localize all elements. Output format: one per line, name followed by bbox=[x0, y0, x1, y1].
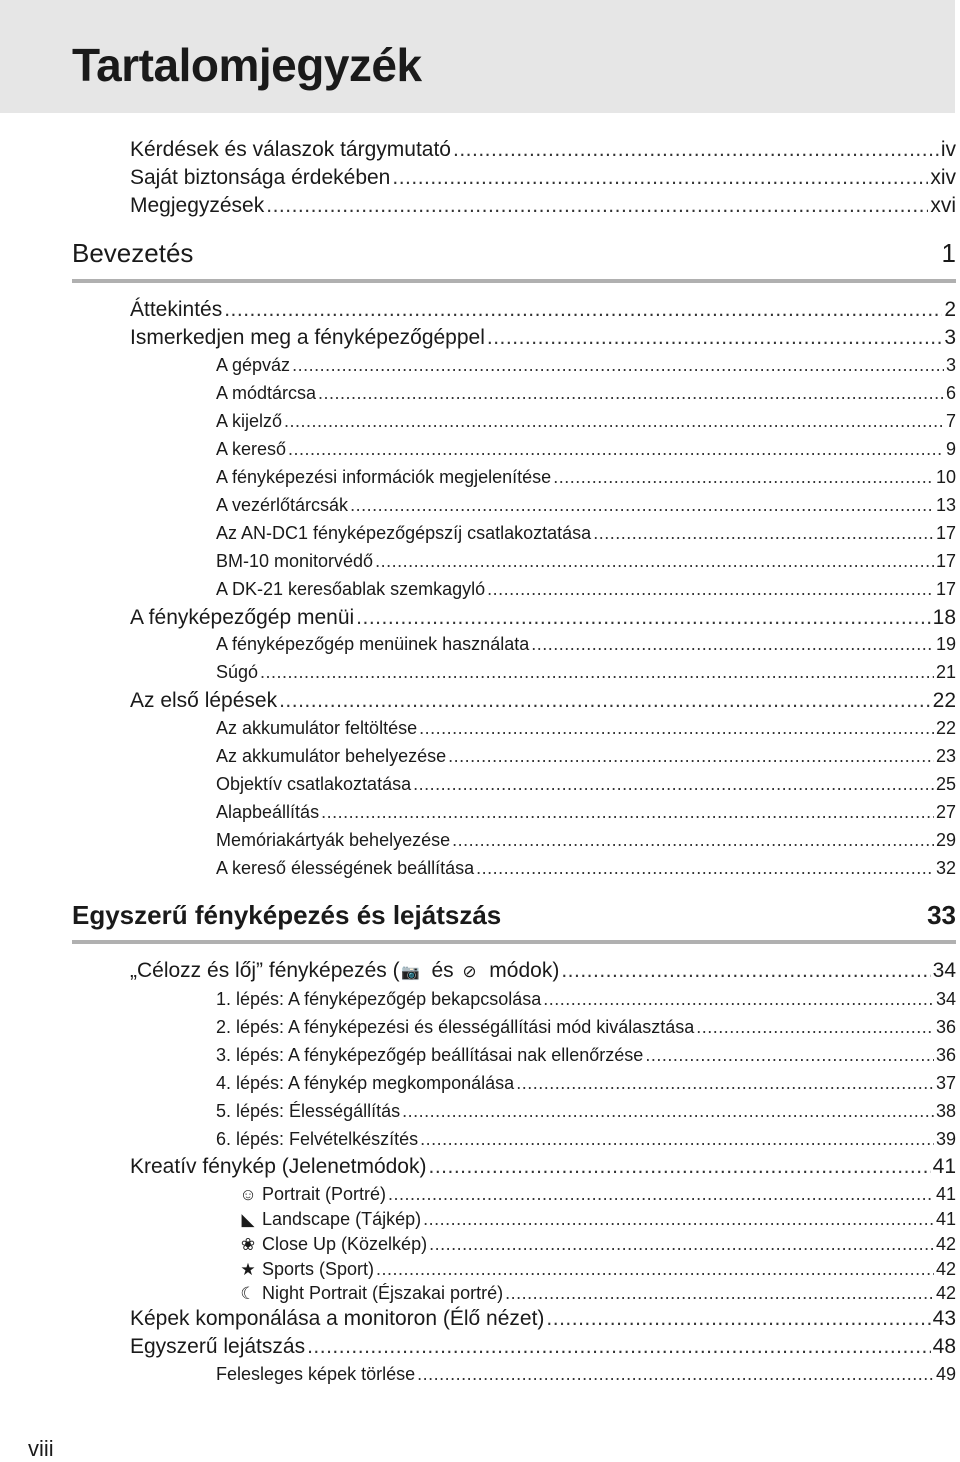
toc-entry-label: A módtárcsa bbox=[216, 383, 317, 403]
toc-entry-label-part: és bbox=[425, 959, 460, 982]
toc-subentry[interactable] bbox=[216, 1364, 956, 1385]
toc-entry-label: Kreatív fénykép (Jelenetmódok) bbox=[130, 1155, 427, 1178]
toc-entry-page: xvi bbox=[930, 194, 956, 217]
toc-entry-page: 49 bbox=[935, 1364, 956, 1384]
flash-off-icon: ⊘ bbox=[462, 962, 477, 981]
toc-entry-page: 29 bbox=[935, 830, 956, 850]
toc-subentry[interactable] bbox=[216, 746, 956, 767]
toc-entry-label: A fényképezőgép menüi bbox=[130, 606, 355, 629]
leader-dots bbox=[375, 551, 934, 572]
toc-entry-page: 3 bbox=[945, 355, 956, 375]
leader-dots bbox=[448, 746, 934, 767]
toc-entry[interactable] bbox=[130, 166, 956, 190]
toc-entry[interactable] bbox=[130, 326, 956, 350]
toc-entry[interactable] bbox=[130, 194, 956, 218]
landscape-icon: ◣ bbox=[241, 1210, 255, 1229]
leader-dots bbox=[307, 1335, 931, 1359]
toc-subentry[interactable] bbox=[238, 1209, 956, 1230]
toc-entry-page: 17 bbox=[935, 523, 956, 543]
leader-dots bbox=[429, 1234, 934, 1255]
toc-entry-label: A kereső élességének beállítása bbox=[216, 858, 475, 878]
toc-entry-label-part: módok) bbox=[483, 959, 560, 982]
leader-dots bbox=[288, 439, 944, 460]
toc-entry[interactable] bbox=[130, 138, 956, 162]
toc-entry-label: Sports (Sport) bbox=[262, 1259, 375, 1279]
toc-subentry[interactable] bbox=[216, 579, 956, 600]
toc-subentry[interactable] bbox=[216, 802, 956, 823]
toc-subentry[interactable] bbox=[238, 1184, 956, 1205]
section-divider bbox=[72, 279, 956, 283]
toc-entry-page: 32 bbox=[935, 858, 956, 878]
toc-entry-label: Az akkumulátor behelyezése bbox=[216, 746, 447, 766]
toc-entry-page: 17 bbox=[935, 579, 956, 599]
toc-entry-page: 34 bbox=[935, 989, 956, 1009]
toc-entry-label: A kereső bbox=[216, 439, 287, 459]
toc-entry-label: Portrait (Portré) bbox=[262, 1184, 387, 1204]
toc-entry-page: 36 bbox=[935, 1017, 956, 1037]
leader-dots bbox=[531, 634, 934, 655]
night-portrait-icon: ☾ bbox=[240, 1284, 256, 1303]
toc-entry-page: 6 bbox=[945, 383, 956, 403]
toc-subentry[interactable] bbox=[216, 383, 956, 404]
toc-entry-label: A gépváz bbox=[216, 355, 291, 375]
toc-entry-label: A DK-21 keresőablak szemkagyló bbox=[216, 579, 486, 599]
leader-dots bbox=[428, 1155, 930, 1179]
leader-dots bbox=[453, 138, 939, 162]
leader-dots bbox=[413, 774, 934, 795]
toc-entry-page: 10 bbox=[935, 467, 956, 487]
toc-entry-page: 37 bbox=[935, 1073, 956, 1093]
toc-entry-label: 6. lépés: Felvételkészítés bbox=[216, 1129, 419, 1149]
leader-dots bbox=[516, 1073, 934, 1094]
toc-subentry[interactable] bbox=[216, 1073, 956, 1094]
toc-entry-page: 22 bbox=[935, 718, 956, 738]
leader-dots bbox=[318, 383, 944, 404]
toc-entry-page: 41 bbox=[935, 1184, 956, 1204]
toc-entry-page: 2 bbox=[944, 298, 956, 321]
toc-entry-page: 42 bbox=[935, 1259, 956, 1279]
toc-entry-page: 25 bbox=[935, 774, 956, 794]
toc-entry-label: Az AN-DC1 fényképezőgépszíj csatlakoztatása bbox=[216, 523, 592, 543]
leader-dots bbox=[423, 1209, 934, 1230]
toc-entry-label bbox=[130, 959, 559, 983]
section-page: 1 bbox=[941, 238, 956, 268]
section-title: Bevezetés bbox=[72, 238, 194, 268]
toc-subentry[interactable] bbox=[238, 1259, 956, 1280]
toc-subentry[interactable] bbox=[238, 1283, 956, 1304]
toc-entry-label: Night Portrait (Éjszakai portré) bbox=[262, 1283, 504, 1303]
leader-dots bbox=[419, 718, 934, 739]
toc-subentry[interactable] bbox=[216, 355, 956, 376]
toc-entry-page: 38 bbox=[935, 1101, 956, 1121]
sports-icon: ★ bbox=[240, 1260, 256, 1279]
toc-entry[interactable] bbox=[130, 689, 956, 713]
toc-entry-page: 42 bbox=[935, 1234, 956, 1254]
toc-entry-page: 27 bbox=[935, 802, 956, 822]
toc-entry-label: Súgó bbox=[216, 662, 259, 682]
toc-entry-page: 39 bbox=[935, 1129, 956, 1149]
toc-entry-page: 18 bbox=[932, 606, 956, 629]
toc-subentry[interactable] bbox=[216, 1129, 956, 1150]
toc-entry-page: 3 bbox=[944, 326, 956, 349]
toc-entry-page: 41 bbox=[932, 1155, 956, 1178]
leader-dots bbox=[279, 689, 931, 713]
toc-subentry[interactable] bbox=[216, 523, 956, 544]
leader-dots bbox=[388, 1184, 934, 1205]
toc-entry-label: Ismerkedjen meg a fényképezőgéppel bbox=[130, 326, 485, 349]
toc-entry-label: Close Up (Közelkép) bbox=[262, 1234, 428, 1254]
toc-entry-label: 3. lépés: A fényképezőgép beállításai nak ellenőrzése bbox=[216, 1045, 644, 1065]
toc-entry[interactable] bbox=[130, 606, 956, 630]
leader-dots bbox=[376, 1259, 934, 1280]
toc-subentry[interactable] bbox=[216, 774, 956, 795]
toc-entry[interactable] bbox=[130, 1307, 956, 1331]
toc-subentry[interactable] bbox=[216, 1045, 956, 1066]
toc-subentry[interactable] bbox=[216, 858, 956, 879]
toc-entry[interactable] bbox=[130, 298, 956, 322]
leader-dots bbox=[417, 1364, 934, 1385]
toc-entry-page: 42 bbox=[935, 1283, 956, 1303]
leader-dots bbox=[392, 166, 928, 190]
section-title: Egyszerű fényképezés és lejátszás bbox=[72, 900, 502, 930]
toc-entry-label: Saját biztonsága érdekében bbox=[130, 166, 391, 189]
toc-entry-page: 43 bbox=[932, 1307, 956, 1330]
leader-dots bbox=[696, 1017, 934, 1038]
auto-mode-icon: 📷 bbox=[401, 964, 420, 981]
page-number: viii bbox=[28, 1436, 54, 1461]
toc-subentry[interactable] bbox=[216, 495, 956, 516]
toc-subentry[interactable] bbox=[216, 1017, 956, 1038]
leader-dots bbox=[561, 959, 930, 983]
toc-entry-label: Az akkumulátor feltöltése bbox=[216, 718, 418, 738]
leader-dots bbox=[543, 989, 934, 1010]
leader-dots bbox=[402, 1101, 934, 1122]
toc-entry-page: 34 bbox=[932, 959, 956, 982]
toc-entry-page: 17 bbox=[935, 551, 956, 571]
toc-entry-label: Képek komponálása a monitoron (Élő nézet) bbox=[130, 1307, 545, 1330]
toc-subentry[interactable] bbox=[216, 718, 956, 739]
toc-subentry[interactable] bbox=[216, 1101, 956, 1122]
section-divider bbox=[72, 940, 956, 944]
leader-dots bbox=[284, 411, 944, 432]
toc-entry-label: Objektív csatlakoztatása bbox=[216, 774, 412, 794]
toc-entry-page: 22 bbox=[932, 689, 956, 712]
leader-dots bbox=[487, 326, 942, 350]
toc-entry[interactable] bbox=[130, 1155, 956, 1179]
toc-entry-page: xiv bbox=[930, 166, 956, 189]
leader-dots bbox=[420, 1129, 934, 1150]
toc-entry-label: Felesleges képek törlése bbox=[216, 1364, 416, 1384]
toc-entry-label: 5. lépés: Élességállítás bbox=[216, 1101, 401, 1121]
toc-subentry[interactable] bbox=[216, 411, 956, 432]
leader-dots bbox=[505, 1283, 934, 1304]
toc-entry-label: BM-10 monitorvédő bbox=[216, 551, 374, 571]
leader-dots bbox=[476, 858, 934, 879]
toc-entry[interactable] bbox=[130, 1335, 956, 1359]
toc-entry-page: 13 bbox=[935, 495, 956, 515]
toc-entry-page: 48 bbox=[932, 1335, 956, 1358]
toc-entry-page: iv bbox=[940, 138, 956, 161]
toc-subentry[interactable] bbox=[216, 662, 956, 683]
toc-entry-label: 4. lépés: A fénykép megkomponálása bbox=[216, 1073, 515, 1093]
toc-entry-label: 2. lépés: A fényképezési és élességállítási mód kiválasztása bbox=[216, 1017, 695, 1037]
toc-entry-label: A fényképezőgép menüinek használata bbox=[216, 634, 530, 654]
toc-subentry[interactable] bbox=[216, 551, 956, 572]
close-up-icon: ❀ bbox=[240, 1235, 256, 1254]
toc-entry-page: 36 bbox=[935, 1045, 956, 1065]
toc-entry-label: A vezérlőtárcsák bbox=[216, 495, 349, 515]
toc-entry[interactable] bbox=[130, 959, 956, 983]
page-title: Tartalomjegyzék bbox=[72, 39, 422, 91]
toc-entry-label: Egyszerű lejátszás bbox=[130, 1335, 306, 1358]
leader-dots bbox=[356, 606, 930, 630]
leader-dots bbox=[260, 662, 934, 683]
toc-entry-label: Alapbeállítás bbox=[216, 802, 320, 822]
toc-entry-page: 41 bbox=[935, 1209, 956, 1229]
toc-subentry[interactable] bbox=[238, 1234, 956, 1255]
toc-subentry[interactable] bbox=[216, 989, 956, 1010]
toc-subentry[interactable] bbox=[216, 830, 956, 851]
leader-dots bbox=[593, 523, 934, 544]
toc-entry-page: 23 bbox=[935, 746, 956, 766]
toc-entry-label: Memóriakártyák behelyezése bbox=[216, 830, 451, 850]
section-heading[interactable] bbox=[72, 238, 956, 269]
leader-dots bbox=[292, 355, 944, 376]
toc-entry-label: 1. lépés: A fényképezőgép bekapcsolása bbox=[216, 989, 542, 1009]
toc-entry-label-part: „Célozz és lőj” fényképezés ( bbox=[130, 959, 400, 982]
toc-subentry[interactable] bbox=[216, 439, 956, 460]
toc-entry-label: A fényképezési információk megjelenítése bbox=[216, 467, 552, 487]
toc-subentry[interactable] bbox=[216, 467, 956, 488]
leader-dots bbox=[266, 194, 928, 218]
toc-entry-label: Megjegyzések bbox=[130, 194, 265, 217]
leader-dots bbox=[645, 1045, 934, 1066]
toc-entry-label: Landscape (Tájkép) bbox=[262, 1209, 422, 1229]
toc-entry-label: Kérdések és válaszok tárgymutató bbox=[130, 138, 451, 161]
toc-entry-label: A kijelző bbox=[216, 411, 283, 431]
leader-dots bbox=[350, 495, 934, 516]
section-page: 33 bbox=[927, 900, 956, 930]
toc-subentry[interactable] bbox=[216, 634, 956, 655]
section-heading[interactable] bbox=[72, 900, 956, 931]
leader-dots bbox=[224, 298, 942, 322]
toc-entry-page: 19 bbox=[935, 634, 956, 654]
leader-dots bbox=[487, 579, 934, 600]
toc-entry-page: 21 bbox=[935, 662, 956, 682]
leader-dots bbox=[321, 802, 934, 823]
toc-entry-page: 7 bbox=[945, 411, 956, 431]
portrait-icon: ☺ bbox=[239, 1185, 257, 1204]
leader-dots bbox=[452, 830, 934, 851]
toc-entry-label: Áttekintés bbox=[130, 298, 223, 321]
leader-dots bbox=[553, 467, 934, 488]
toc-entry-page: 9 bbox=[945, 439, 956, 459]
toc-entry-label: Az első lépések bbox=[130, 689, 278, 712]
leader-dots bbox=[546, 1307, 930, 1331]
